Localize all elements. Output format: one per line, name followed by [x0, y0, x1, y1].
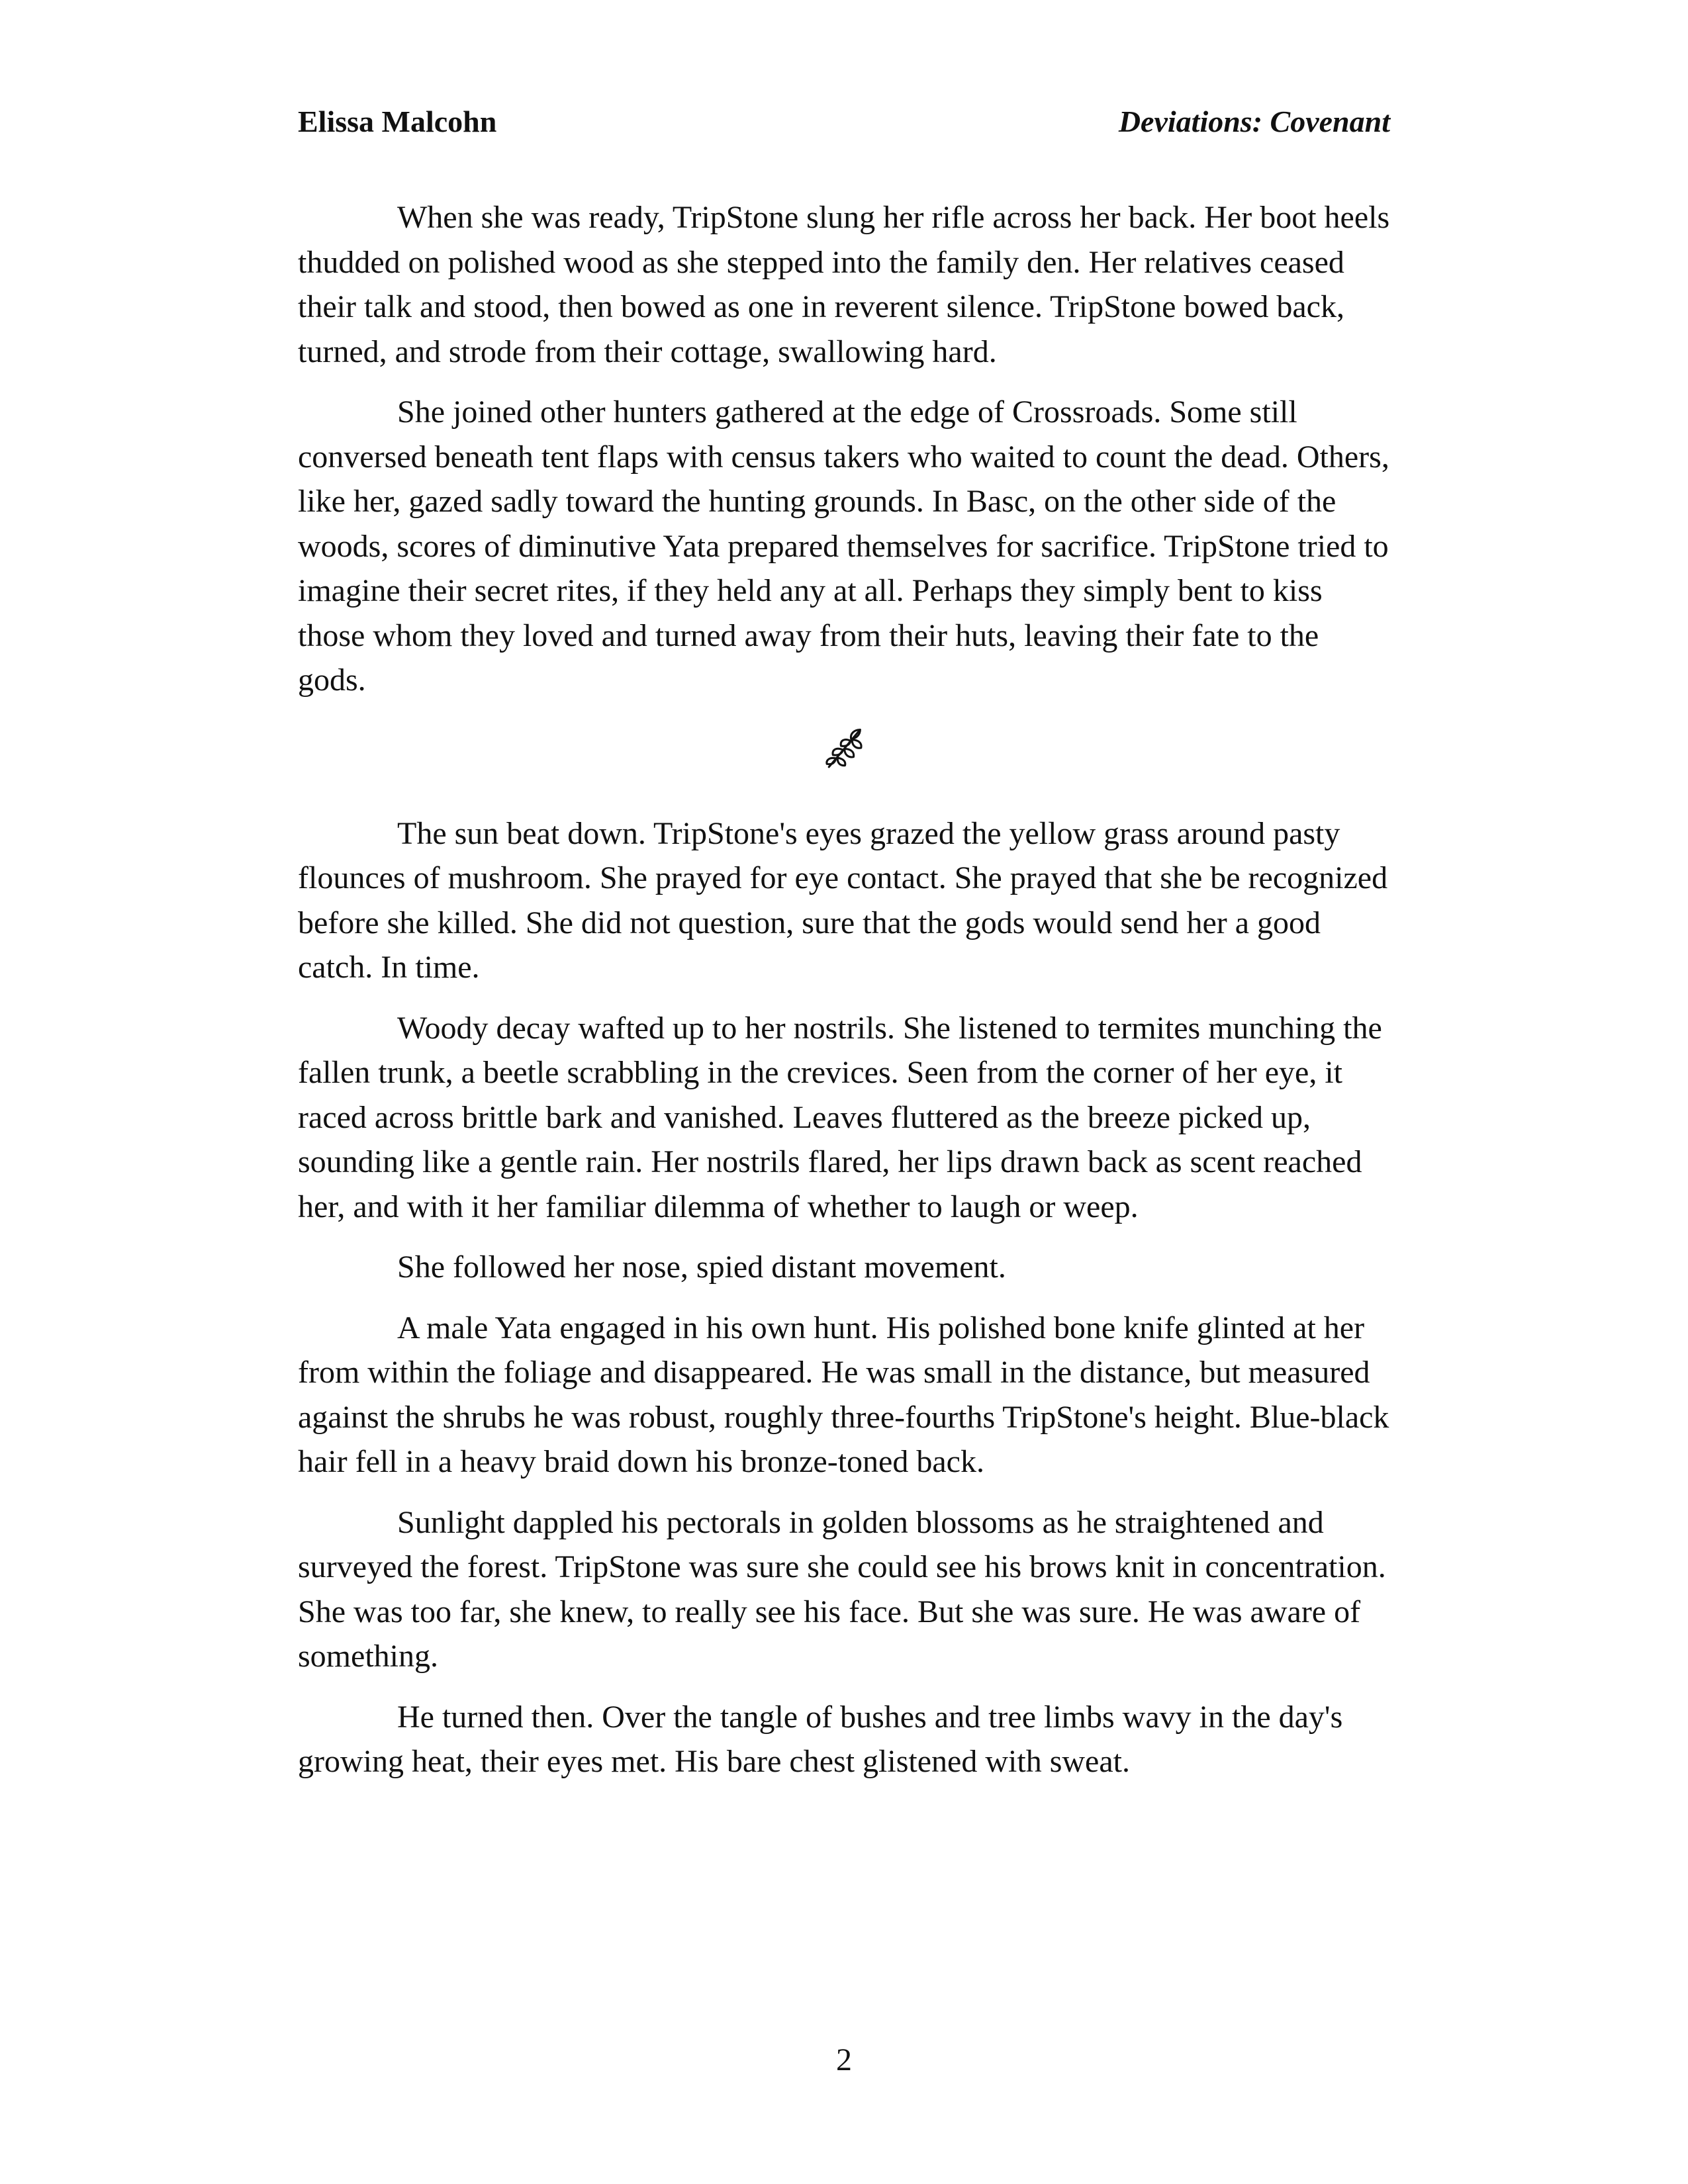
running-header	[298, 98, 1390, 144]
paragraph: The sun beat down. TripStone's eyes grazed the yellow grass around pasty flounces of mushroom. She prayed for eye contact. She prayed that she be recognized before she killed. She did not question, sure that the gods would send her a good catch. In time.	[298, 815, 1388, 985]
paragraph: Woody decay wafted up to her nostrils. She listened to termites munching the fallen trunk, a beetle scrabbling in the crevices. Seen from the corner of her eye, it raced across brittle bark and vanished. Leaves fluttered as the breeze picked up, sounding like a gentle rain. Her nostrils flared, her lips drawn back as scent reached her, and with it her familiar dilemma of whether to laugh or weep.	[298, 1010, 1382, 1224]
paragraph: A male Yata engaged in his own hunt. His polished bone knife glinted at her from within the foliage and disappeared. He was small in the distance, but measured against the shrubs he was robust, roughly three-fourths TripStone's height. Blue-black hair fell in a heavy braid down his bronze-toned back.	[298, 1310, 1389, 1479]
page-number: 2	[836, 2042, 852, 2077]
paragraph: He turned then. Over the tangle of bushes and tree limbs wavy in the day's growing heat, their eyes met. His bare chest glistened with sweat.	[298, 1699, 1343, 1779]
header-book-title: Deviations: Covenant	[1118, 104, 1390, 138]
page-body	[298, 195, 1390, 1800]
paragraph: When she was ready, TripStone slung her rifle across her back. Her boot heels thudded on polished wood as she stepped into the family den. Her relatives ceased their talk and stood, then bowed as one in reverent silence. TripStone bowed back, turned, and strode from their cottage, swallowing hard.	[298, 200, 1390, 369]
leaf-sprig-icon	[819, 723, 869, 773]
paragraph: Sunlight dappled his pectorals in golden blossoms as he straightened and surveyed the forest. TripStone was sure she could see his brows knit in concentration. She was too far, she knew, to really see his face. But she was sure. He was aware of something.	[298, 1504, 1386, 1674]
paragraph: She joined other hunters gathered at the edge of Crossroads. Some still conversed beneath tent flaps with census takers who waited to count the dead. Others, like her, gazed sadly toward the hunting grounds. In Basc, on the other side of the woods, scores of diminutive Yata prepared themselves for sacrifice. TripStone tried to imagine their secret rites, if they held any at all. Perhaps they simply bent to kiss those whom they loved and turned away from their huts, leaving their fate to the gods.	[298, 394, 1389, 698]
header-author: Elissa Malcohn	[298, 104, 497, 138]
section-break	[298, 719, 1390, 794]
paragraph: She followed her nose, spied distant movement.	[397, 1250, 1006, 1285]
